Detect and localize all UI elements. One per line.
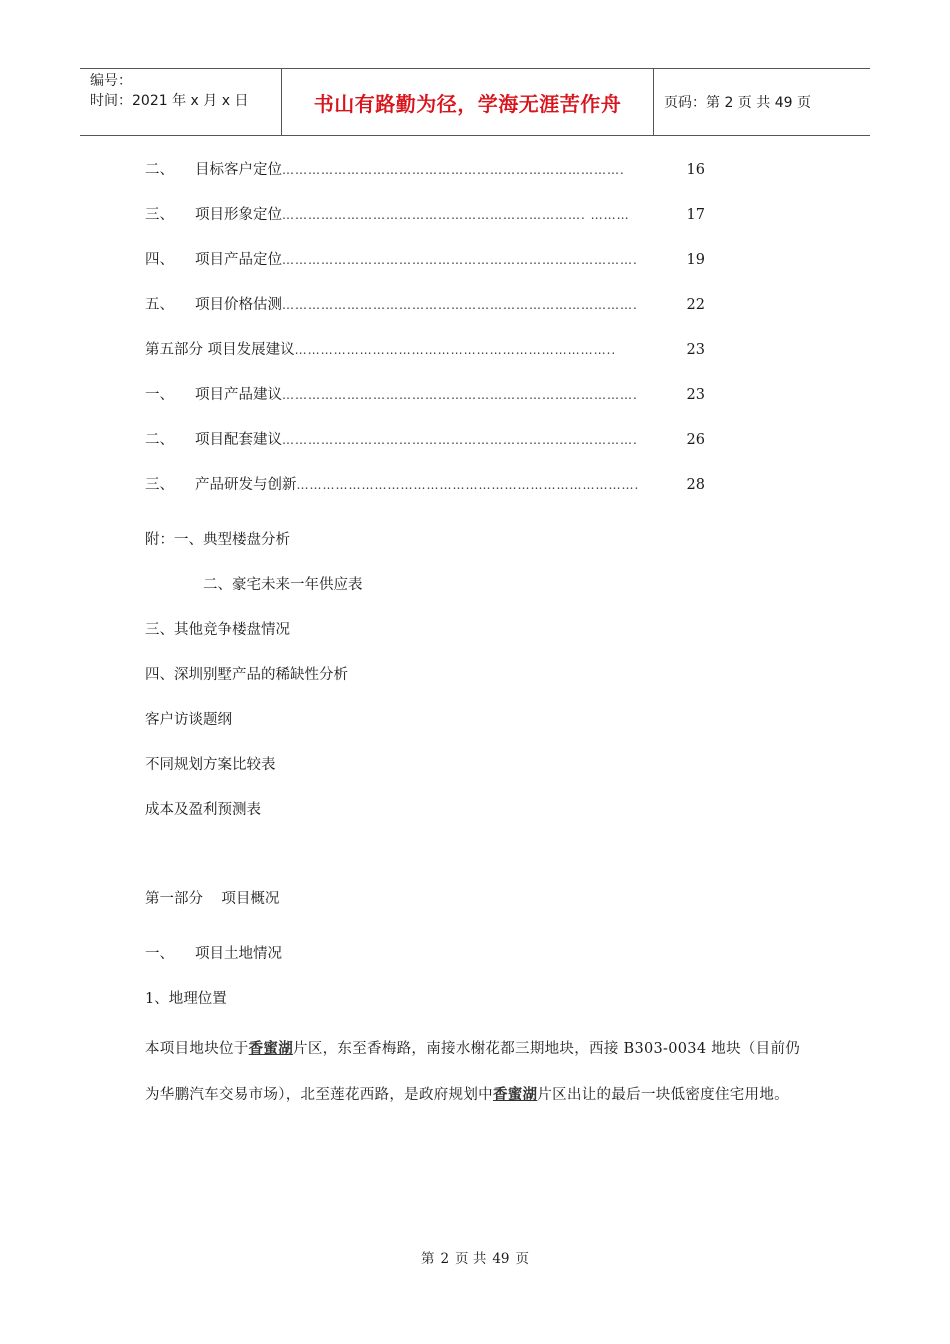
- appendix-item: 四、深圳别墅产品的稀缺性分析: [145, 667, 348, 683]
- section-heading: [145, 942, 282, 963]
- toc-leader: ……………………………………………………………. ………: [282, 208, 630, 222]
- toc-title: 产品研发与创新: [195, 477, 297, 493]
- toc-title: 项目产品定位: [195, 252, 282, 268]
- page-header: [80, 68, 870, 136]
- place-link[interactable]: 香蜜湖: [248, 1040, 294, 1057]
- toc-page: 23: [686, 342, 705, 358]
- toc-leader: ……………………………………………………………………….: [282, 433, 638, 447]
- toc-number: 三、: [145, 207, 174, 223]
- footer-page-number: 2: [440, 1251, 450, 1267]
- toc-page: 19: [686, 252, 705, 268]
- appendix-item: 二、豪宅未来一年供应表: [203, 577, 363, 593]
- toc-leader: …………………………………………………………………….: [296, 478, 640, 492]
- toc-entry[interactable]: [145, 248, 705, 293]
- toc-page: 23: [686, 387, 705, 403]
- toc-leader: …………………………………………………………………….: [282, 163, 625, 177]
- toc-entry[interactable]: [145, 383, 705, 428]
- page-footer: [0, 1247, 950, 1267]
- toc-number: 一、: [145, 387, 174, 403]
- section-title: 项目土地情况: [195, 946, 282, 962]
- toc-entry[interactable]: [145, 158, 705, 203]
- footer-prefix: 第: [420, 1251, 435, 1267]
- appendix-item: 不同规划方案比较表: [145, 757, 276, 773]
- time-label: 时间：2021 年 x 月 x 日: [90, 93, 249, 109]
- item-title: 1、地理位置: [145, 991, 227, 1007]
- toc-number: 四、: [145, 252, 174, 268]
- toc-entry[interactable]: [145, 473, 705, 518]
- toc-number: 五、: [145, 297, 174, 313]
- toc-page: 16: [686, 162, 705, 178]
- table-of-contents: [145, 158, 705, 518]
- header-page-label: 页码：第 2 页 共 49 页: [664, 95, 811, 111]
- section-number: 一、: [145, 946, 174, 962]
- toc-leader: ……………………………………………………………………….: [282, 253, 638, 267]
- number-label: 编号：: [90, 73, 132, 89]
- footer-total: 49: [492, 1251, 510, 1267]
- header-page-cell: [654, 69, 870, 135]
- footer-suffix: 页: [515, 1251, 530, 1267]
- header-motto: 书山有路勤为径，学海无涯苦作舟: [313, 91, 622, 116]
- body-text: 片区，东至香梅路，南接水榭花都三期地块，西接 B303-0034 地块（目前仍为华鹏汽车交易市场），北至莲花西路，是政府规划中: [145, 1041, 801, 1103]
- toc-number: 二、: [145, 162, 174, 178]
- toc-leader: ……………………………………………………………………….: [282, 298, 638, 312]
- toc-number: 二、: [145, 432, 174, 448]
- toc-page: 17: [686, 207, 705, 223]
- toc-title: 项目产品建议: [195, 387, 282, 403]
- toc-entry[interactable]: [145, 428, 705, 473]
- header-motto-cell: [282, 69, 654, 135]
- toc-leader: ………………………………………………………………..: [294, 343, 617, 357]
- toc-title: 项目价格估测: [195, 297, 282, 313]
- appendix-item: 附：一、典型楼盘分析: [145, 532, 290, 548]
- toc-title: 目标客户定位: [195, 162, 282, 178]
- toc-title: 项目配套建议: [195, 432, 282, 448]
- appendix-item: 成本及盈利预测表: [145, 802, 261, 818]
- header-meta: [80, 69, 282, 135]
- toc-page: 22: [686, 297, 705, 313]
- footer-mid: 页 共: [455, 1251, 487, 1267]
- appendix-item: 三、其他竞争楼盘情况: [145, 622, 290, 638]
- toc-leader: ……………………………………………………………………….: [282, 388, 638, 402]
- toc-entry[interactable]: [145, 203, 705, 248]
- appendix-item: 客户访谈题纲: [145, 712, 232, 728]
- toc-title: 项目形象定位: [195, 207, 282, 223]
- toc-number: 三、: [145, 477, 174, 493]
- toc-entry[interactable]: [145, 338, 705, 383]
- part-title: 第一部分 项目概况: [145, 891, 280, 907]
- toc-title: 第五部分 项目发展建议: [145, 342, 295, 358]
- toc-entry[interactable]: [145, 293, 705, 338]
- place-link[interactable]: 香蜜湖: [492, 1086, 538, 1103]
- body-text: 本项目地块位于: [145, 1041, 249, 1057]
- body-text: 片区出让的最后一块低密度住宅用地。: [537, 1087, 789, 1103]
- toc-page: 26: [686, 432, 705, 448]
- toc-page: 28: [686, 477, 705, 493]
- body-paragraph: [145, 1026, 805, 1118]
